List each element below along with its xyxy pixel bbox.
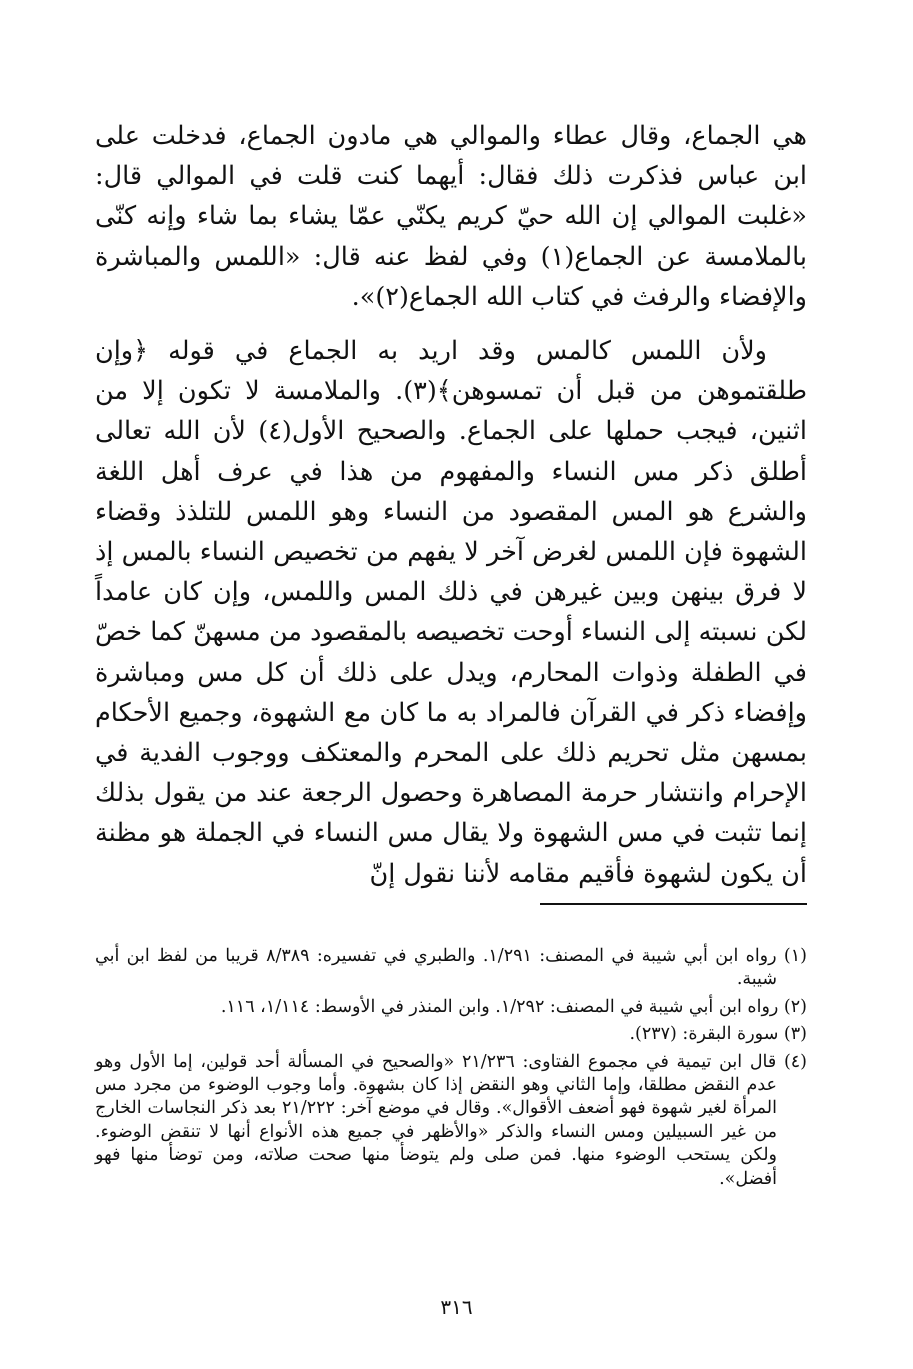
footnote-divider	[540, 903, 807, 905]
footnotes	[95, 945, 807, 1195]
body-paragraph-1: هي الجماع، وقال عطاء والموالي هي مادون الجماع، فدخلت على ابن عباس فذكرت ذلك فقال: أيهما كنت قلت في الموالي قال: «غلبت الموالي إن الله حيّ كريم يكنّي عمّا يشاء بما شاء وإنه كنّى بالملامسة عن الجماع(١) وفي لفظ عنه قال: «اللمس والمباشرة والإفضاء والرفث في كتاب الله الجماع(٢)».	[95, 121, 807, 312]
page-number: ٣١٦	[440, 1295, 473, 1319]
footnote-3: (٣) سورة البقرة: (٢٣٧).	[629, 1024, 807, 1045]
footnote-4: (٤) قال ابن تيمية في مجموع الفتاوى: ٢١/٢٣٦ «والصحيح في المسألة أحد قولين، إما الأول وهو عدم النقض مطلقا، وإما الثاني وهو النقض إذا كان بشهوة. وأما وجوب الوضوء من مجرد مس المرأة لغير شهوة فهو أضعف الأقوال». وقال في موضع آخر: ٢١/٢٢٢ بعد ذكر النجاسات الخارج من غير السبيلين ومس النساء والذكر «والأظهر في جميع هذه الأنواع أنها لا تنقض الوضوء. ولكن يستحب الوضوء منها. فمن صلى ولم يتوضأ منها صحت صلاته، ومن توضأ منها فهو أفضل».	[95, 1051, 807, 1189]
footnote-2: (٢) رواه ابن أبي شيبة في المصنف: ١/٢٩٢. وابن المنذر في الأوسط: ١/١١٤، ١١٦.	[220, 996, 807, 1017]
body-paragraph-2: ولأن اللمس كالمس وقد اريد به الجماع في قوله ﴿وإن طلقتموهن من قبل أن تمسوهن﴾(٣). والملامسة لا تكون إلا من اثنين، فيجب حملها على الجماع. والصحيح الأول(٤) لأن الله تعالى أطلق ذكر مس النساء والمفهوم من هذا في عرف أهل اللغة والشرع هو المس المقصود من النساء وهو اللمس للتلذذ وقضاء الشهوة فإن اللمس لغرض آخر لا يفهم من تخصيص النساء بالمس إذ لا فرق بينهن وبين غيرهن في ذلك المس واللمس، وإن كان عامداً لكن نسبته إلى النساء أوحت تخصيصه بالمقصود من مسهنّ كما خصّ في الطفلة وذوات المحارم، ويدل على ذلك أن كل مس ومباشرة وإفضاء ذكر في القرآن فالمراد به ما كان مع الشهوة، وجميع الأحكام بمسهن مثل تحريم ذلك على المحرم والمعتكف ووجوب الفدية في الإحرام وانتشار حرمة المصاهرة وحصول الرجعة عند من يقول بذلك إنما تثبت في مس الشهوة ولا يقال مس النساء في الجملة هو مظنة أن يكون لشهوة فأقيم مقامه لأننا نقول إنّ	[95, 336, 808, 889]
main-text	[95, 116, 807, 894]
footnote-1: (١) رواه ابن أبي شيبة في المصنف: ١/٢٩١. والطبري في تفسيره: ٨/٣٨٩ قريبا من لفظ ابن أبي شيبة.	[95, 946, 807, 990]
